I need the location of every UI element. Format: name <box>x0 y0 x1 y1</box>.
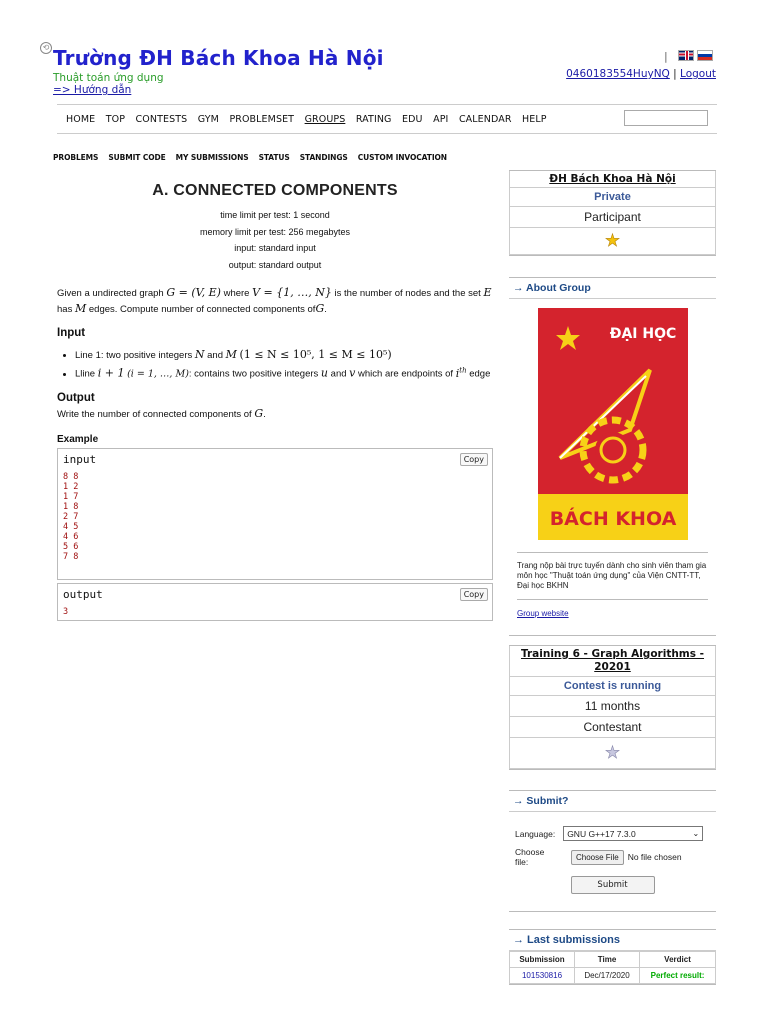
math-range: (i = 1, …, M) <box>127 368 189 380</box>
contest-role: Contestant <box>509 717 716 738</box>
math-line-index: i + 1 <box>97 366 125 380</box>
search-input[interactable] <box>624 110 708 126</box>
output-description <box>57 406 493 422</box>
output-spec: output: standard output <box>228 259 322 270</box>
legend-text: where <box>223 288 250 299</box>
math-vertex-set: V = {1, …, N} <box>252 286 332 299</box>
contest-box <box>509 645 716 770</box>
nav-rating[interactable]: RATING <box>355 113 392 125</box>
nav-gym[interactable]: GYM <box>197 113 219 125</box>
input-spec: input: standard input <box>234 243 316 253</box>
logo-top-text: ĐẠI HỌC <box>609 326 676 342</box>
bach-khoa-logo-icon <box>538 308 688 540</box>
chevron-down-icon: ⌄ <box>692 829 700 838</box>
group-logo <box>538 308 688 540</box>
menu-status[interactable]: STATUS <box>258 153 290 162</box>
problem-legend <box>57 285 493 317</box>
choose-file-row <box>515 847 710 867</box>
input-list <box>57 347 493 382</box>
main-nav <box>57 104 717 134</box>
submission-time: Dec/17/2020 <box>575 968 640 984</box>
language-value: GNU G++17 7.3.0 <box>567 828 636 839</box>
language-separator: | <box>664 50 668 63</box>
sample-output-label: output <box>63 587 103 601</box>
sample-input-label: input <box>63 452 97 466</box>
input-line-text: : contains two positive integers <box>188 368 319 380</box>
language-select[interactable] <box>563 826 703 841</box>
submission-verdict: Perfect result: <box>640 968 716 984</box>
example-title: Example <box>57 433 99 445</box>
nav-top[interactable]: TOP <box>105 113 126 125</box>
input-section-title: Input <box>57 327 86 339</box>
column-submission: Submission <box>510 952 575 968</box>
legend-text: has <box>57 304 73 315</box>
choose-file-label: Choose file: <box>515 847 545 867</box>
logo-bottom-text: BÁCH KHOA <box>549 508 676 530</box>
nav-edu[interactable]: EDU <box>402 113 423 125</box>
group-website-row <box>517 599 708 618</box>
username-link[interactable]: 0460183554HuyNQ <box>566 68 670 80</box>
contest-star-row <box>509 738 716 769</box>
output-text: Write the number of connected components of <box>57 408 252 420</box>
sample-output <box>57 583 493 621</box>
math-m: M <box>74 302 87 315</box>
nav-api[interactable]: API <box>433 113 449 125</box>
math-edge-set: E <box>483 286 492 299</box>
input-line-text: and <box>330 368 347 380</box>
sample-output-text: 3 <box>63 606 69 617</box>
nav-groups[interactable]: GROUPS <box>304 113 346 125</box>
menu-custom-invocation[interactable]: CUSTOM INVOCATION <box>357 153 447 162</box>
user-separator: | <box>673 68 677 80</box>
about-group-box <box>509 277 716 636</box>
input-line-text: edge <box>469 368 491 380</box>
legend-text: is the number of nodes and the set <box>334 288 481 299</box>
language-label: Language: <box>515 828 556 839</box>
contest-status: Contest is running <box>509 677 716 696</box>
problem-title: A. CONNECTED COMPONENTS <box>152 182 398 199</box>
column-verdict: Verdict <box>640 952 716 968</box>
math-th: th <box>459 366 467 374</box>
menu-my-submissions[interactable]: MY SUBMISSIONS <box>175 153 249 162</box>
input-line-text: and <box>207 350 223 361</box>
star-outline-icon[interactable]: ★ <box>604 743 621 762</box>
legend-text: . <box>324 304 327 315</box>
site-subtitle: Thuật toán ứng dụng <box>53 72 164 84</box>
nav-calendar[interactable]: CALENDAR <box>458 113 512 125</box>
group-role: Participant <box>509 207 716 228</box>
group-star-row <box>509 228 716 255</box>
sample-input <box>57 448 493 580</box>
last-submissions-box <box>509 929 716 985</box>
input-line-text: Line 1: two positive integers <box>75 350 193 361</box>
list-item <box>75 347 493 363</box>
language-row <box>515 826 710 841</box>
menu-submit-code[interactable]: SUBMIT CODE <box>108 153 166 162</box>
legend-text: Given a undirected graph <box>57 288 164 299</box>
user-links <box>566 68 716 80</box>
math-u: u <box>320 366 329 380</box>
math-m: M <box>225 348 237 361</box>
math-n: N <box>194 348 205 361</box>
group-website-link[interactable]: Group website <box>517 609 569 618</box>
choose-file-button[interactable]: Choose File <box>571 850 624 865</box>
copy-output-button[interactable]: Copy <box>460 588 488 601</box>
memory-limit: memory limit per test: 256 megabytes <box>199 226 351 237</box>
submit-title: → Submit? <box>509 791 716 812</box>
nav-contests[interactable]: CONTESTS <box>135 113 188 125</box>
nav-problemset[interactable]: PROBLEMSET <box>229 113 295 125</box>
nav-help[interactable]: HELP <box>522 113 547 125</box>
sample-input-text: 8 8 1 2 1 7 1 8 2 7 4 5 4 6 5 6 7 8 <box>63 471 79 562</box>
output-section-title: Output <box>57 391 95 404</box>
math-graph: G = (V, E) <box>166 286 221 299</box>
math-constraint: (1 ≤ N ≤ 10⁵, 1 ≤ M ≤ 10⁵) <box>239 348 392 361</box>
nav-home[interactable]: HOME <box>66 113 96 125</box>
problem-statement <box>57 182 493 621</box>
math-v: v <box>349 366 356 380</box>
math-g: G <box>315 302 325 315</box>
table-header-row <box>510 952 716 968</box>
menu-problems[interactable]: PROBLEMS <box>53 153 99 162</box>
star-filled-icon[interactable]: ★ <box>604 231 621 250</box>
group-name-link[interactable]: ĐH Bách Khoa Hà Nội <box>509 171 716 188</box>
english-flag-icon[interactable] <box>678 50 694 61</box>
contest-name-link[interactable]: Training 6 - Graph Algorithms - 20201 <box>509 646 716 677</box>
list-item <box>75 363 493 382</box>
input-line-text: which are endpoints of <box>358 368 454 380</box>
about-group-title: → About Group <box>509 278 716 299</box>
menu-standings[interactable]: STANDINGS <box>299 153 348 162</box>
submissions-table <box>509 951 716 984</box>
guide-link[interactable]: => Hướng dẫn <box>53 84 132 96</box>
submission-id-link[interactable]: 101530816 <box>521 971 563 980</box>
contest-duration: 11 months <box>509 696 716 717</box>
time-limit: time limit per test: 1 second <box>220 210 330 220</box>
site-title[interactable]: Trường ĐH Bách Khoa Hà Nội <box>53 46 384 70</box>
second-level-menu <box>53 153 447 162</box>
logout-link[interactable]: Logout <box>680 68 716 80</box>
russian-flag-icon[interactable] <box>697 50 713 61</box>
output-text: . <box>263 408 266 420</box>
math-g: G <box>254 406 264 420</box>
legend-text: edges. Compute number of connected components of <box>88 304 316 315</box>
no-file-text: No file chosen <box>627 852 682 862</box>
submit-box <box>509 790 716 912</box>
submit-button[interactable]: Submit <box>571 876 655 894</box>
table-row <box>510 968 716 984</box>
last-submissions-title: → Last submissions <box>509 930 716 951</box>
column-time: Time <box>575 952 640 968</box>
math-ith <box>456 367 467 380</box>
refresh-icon: ⟲ <box>40 42 52 54</box>
copy-input-button[interactable]: Copy <box>460 453 488 466</box>
math-i: i <box>455 366 460 380</box>
input-line-text: Lline <box>75 368 96 380</box>
group-type: Private <box>509 188 716 207</box>
about-group-description: Trang nộp bài trực tuyến dành cho sinh viên tham gia môn học "Thuật toán ứng dụng" của Viện CNTT-TT, Đại học BKHN <box>517 552 708 591</box>
group-box <box>509 170 716 256</box>
